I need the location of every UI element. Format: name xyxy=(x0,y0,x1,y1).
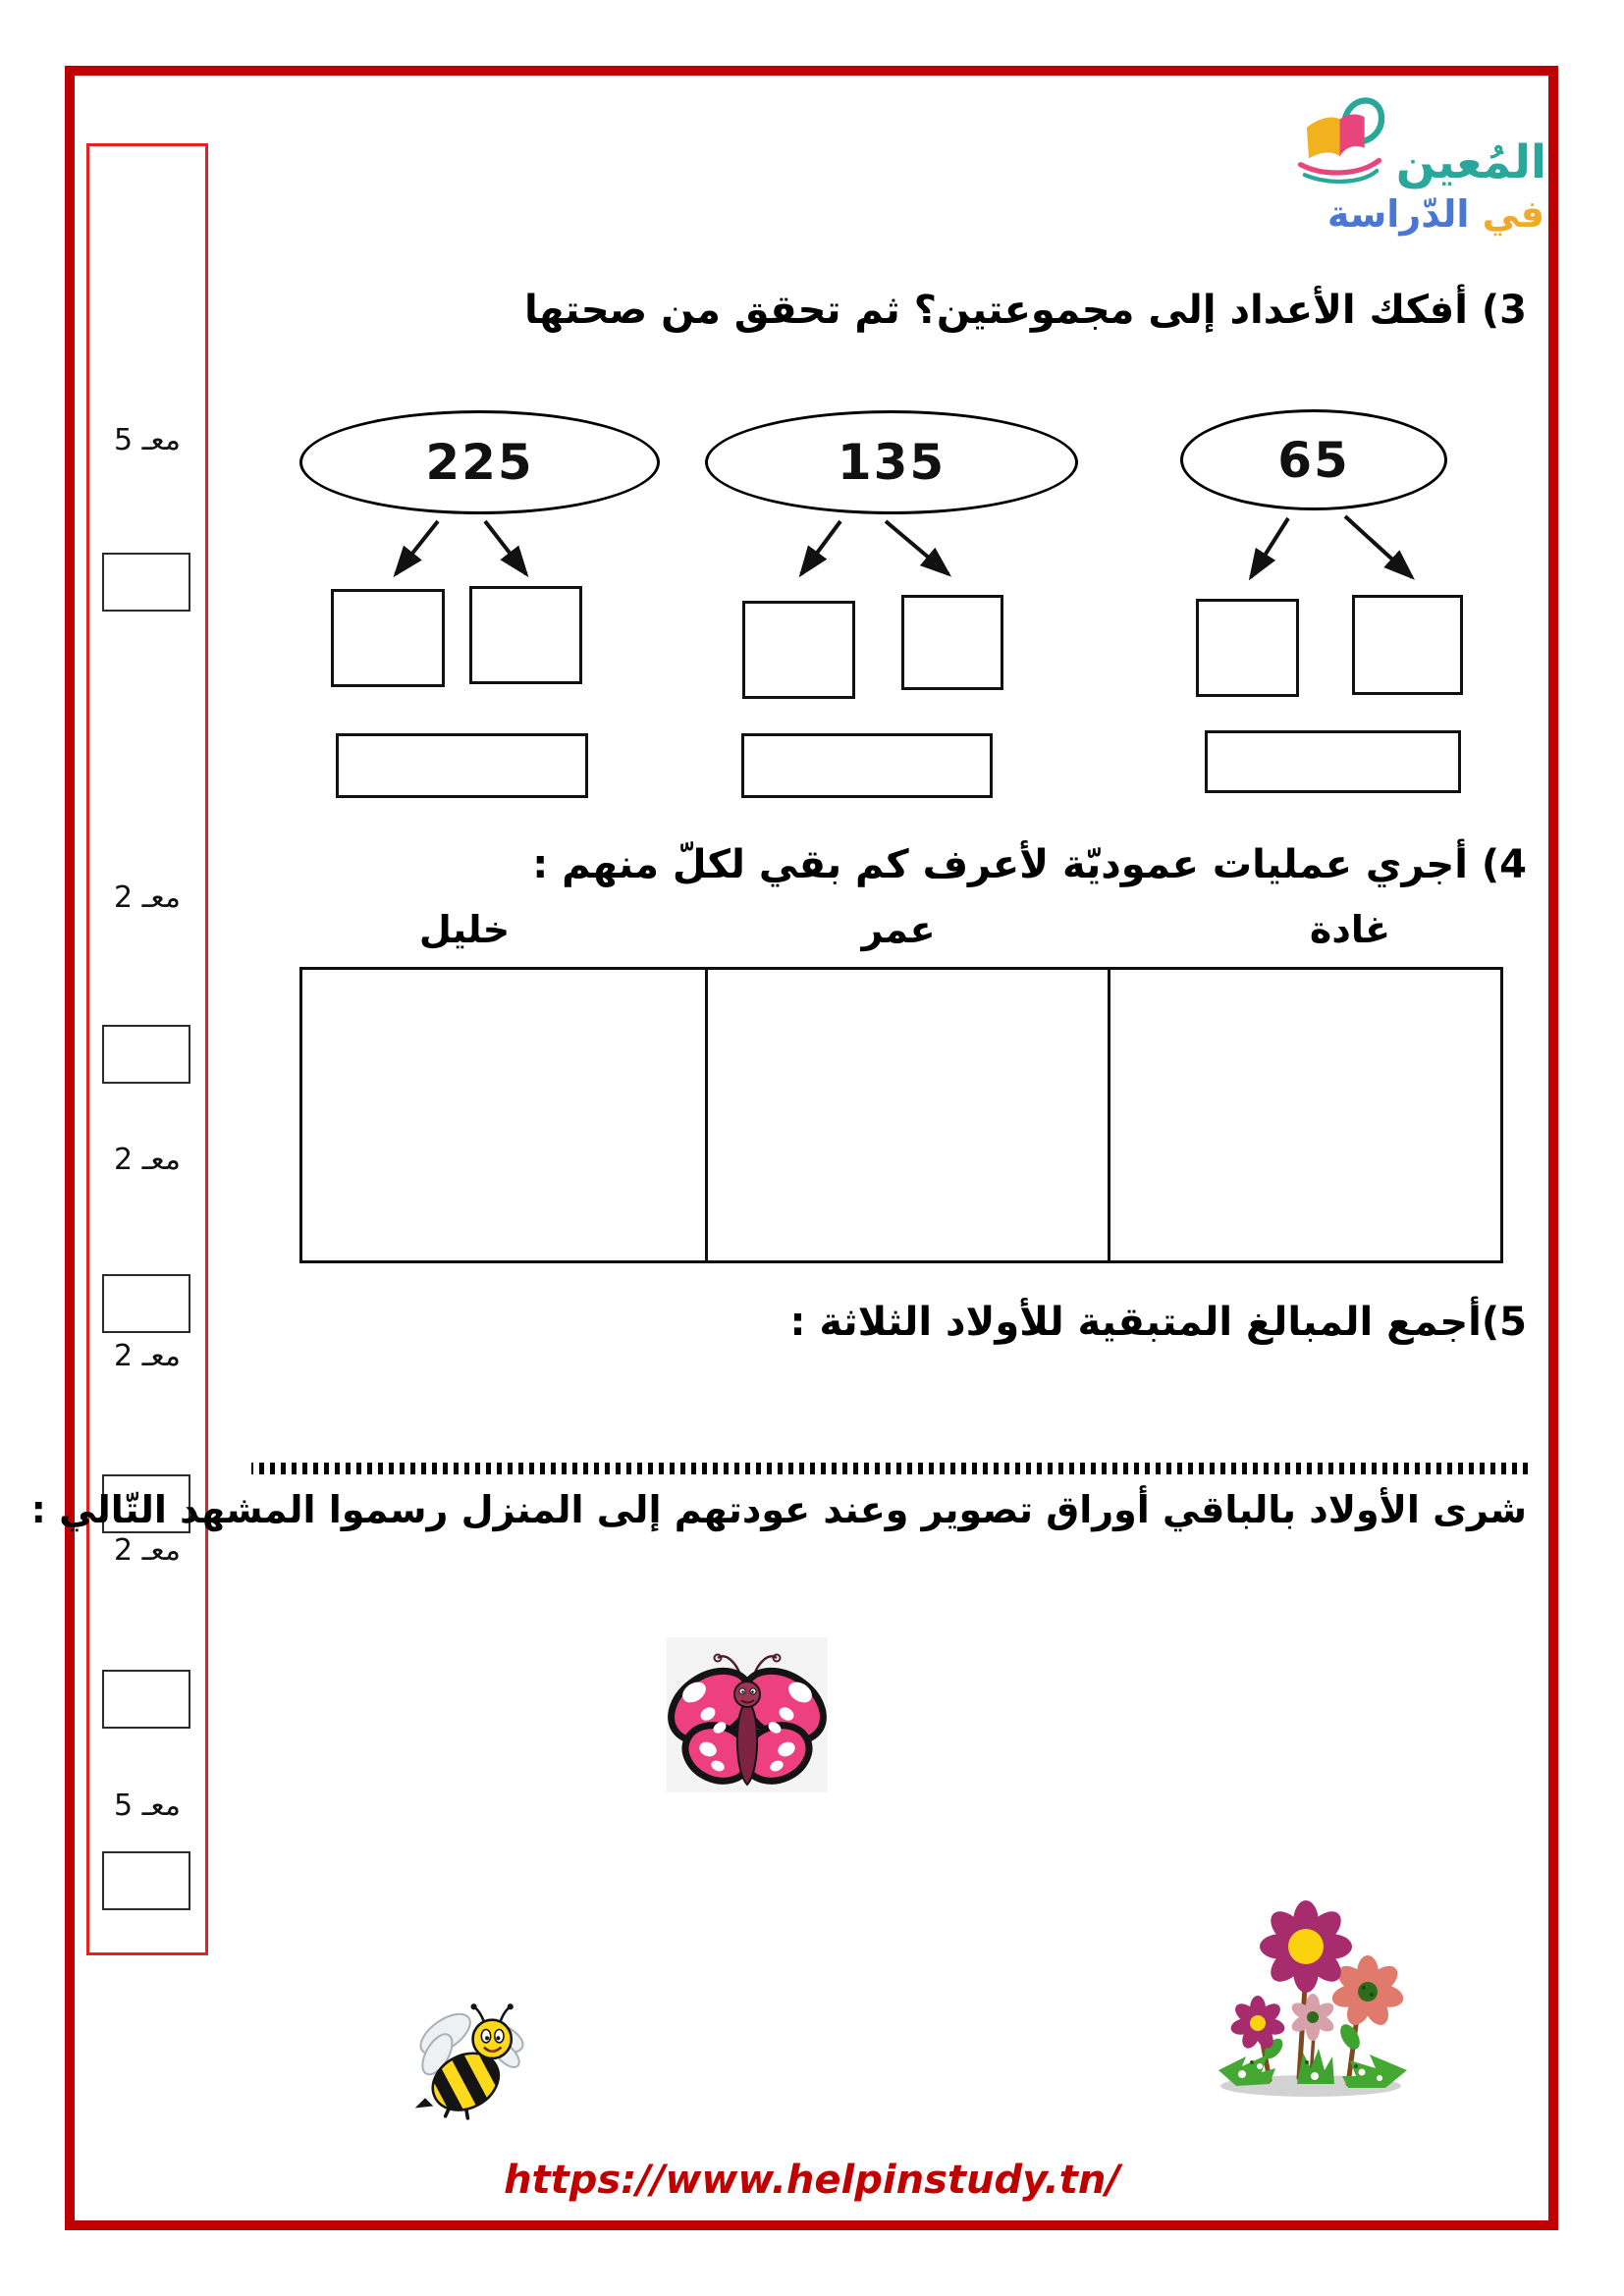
operations-table xyxy=(299,967,1503,1263)
number-oval xyxy=(299,410,660,514)
names-row xyxy=(0,908,1624,957)
decomposition-box[interactable] xyxy=(469,586,582,684)
check-box[interactable] xyxy=(741,733,993,798)
decomposition-box[interactable] xyxy=(1196,599,1299,697)
name-khalil: خليل xyxy=(418,908,511,951)
website-link[interactable]: https://www.helpinstudy.tn/ xyxy=(504,2158,1120,2203)
question5-heading: 5)أجمع المبالغ المتبقية للأولاد الثلاثة : xyxy=(789,1300,1527,1345)
logo-word-fi: في xyxy=(1482,192,1544,236)
logo-word-dirasa: الدّراسة xyxy=(1326,192,1470,236)
question3-heading: 3) أفكك الأعداد إلى مجموعتين؟ ثم تحقق من صحتها xyxy=(523,288,1527,333)
story-sentence: شرى الأولاد بالباقي أوراق تصوير وعند عودتهم إلى المنزل رسموا المشهد التّالي : xyxy=(30,1488,1527,1531)
mark-label: معـ 2 xyxy=(114,1339,181,1373)
bee-image xyxy=(412,1999,530,2122)
decomposition-box[interactable] xyxy=(331,589,445,687)
split-arrows xyxy=(1218,510,1453,587)
logo-subtitle xyxy=(1327,192,1544,236)
oval-number: 65 xyxy=(1277,431,1350,489)
mark-score-box[interactable] xyxy=(102,1274,190,1333)
open-book-icon xyxy=(1288,88,1391,191)
mark-label: معـ 2 xyxy=(114,1533,181,1568)
mark-label: معـ 2 xyxy=(114,881,181,915)
decomposition-box[interactable] xyxy=(1352,595,1463,695)
butterfly-image xyxy=(667,1637,828,1792)
name-ghada: غادة xyxy=(1309,908,1391,951)
dotted-answer-line[interactable] xyxy=(251,1463,1528,1474)
decomposition-box[interactable] xyxy=(901,595,1003,690)
oval-number: 225 xyxy=(425,434,534,491)
answer-cell-ghada[interactable] xyxy=(1110,970,1500,1260)
mark-label: معـ 2 xyxy=(114,1143,181,1177)
mark-score-box[interactable] xyxy=(102,1670,190,1729)
mark-score-box[interactable] xyxy=(102,1851,190,1910)
oval-number: 135 xyxy=(837,434,947,491)
mark-score-box[interactable] xyxy=(102,553,190,612)
name-omar: عمر xyxy=(861,908,936,951)
split-arrows xyxy=(727,515,982,586)
split-arrows xyxy=(363,515,609,586)
check-box[interactable] xyxy=(1205,730,1461,793)
site-logo xyxy=(1288,88,1546,245)
answer-cell-omar[interactable] xyxy=(708,970,1108,1260)
number-oval xyxy=(1180,409,1447,510)
decomposition-box[interactable] xyxy=(742,601,855,699)
mark-label: معـ 5 xyxy=(114,423,181,457)
number-oval xyxy=(705,410,1078,514)
answer-cell-khalil[interactable] xyxy=(302,970,705,1260)
logo-title: المُعين xyxy=(1395,135,1546,189)
question4-heading: 4) أجري عمليات عموديّة لأعرف كم بقي لكلّ منهم : xyxy=(532,842,1527,887)
mark-label: معـ 5 xyxy=(114,1789,181,1823)
flowers-image xyxy=(1213,1890,1414,2106)
check-box[interactable] xyxy=(336,733,588,798)
mark-score-box[interactable] xyxy=(102,1025,190,1084)
